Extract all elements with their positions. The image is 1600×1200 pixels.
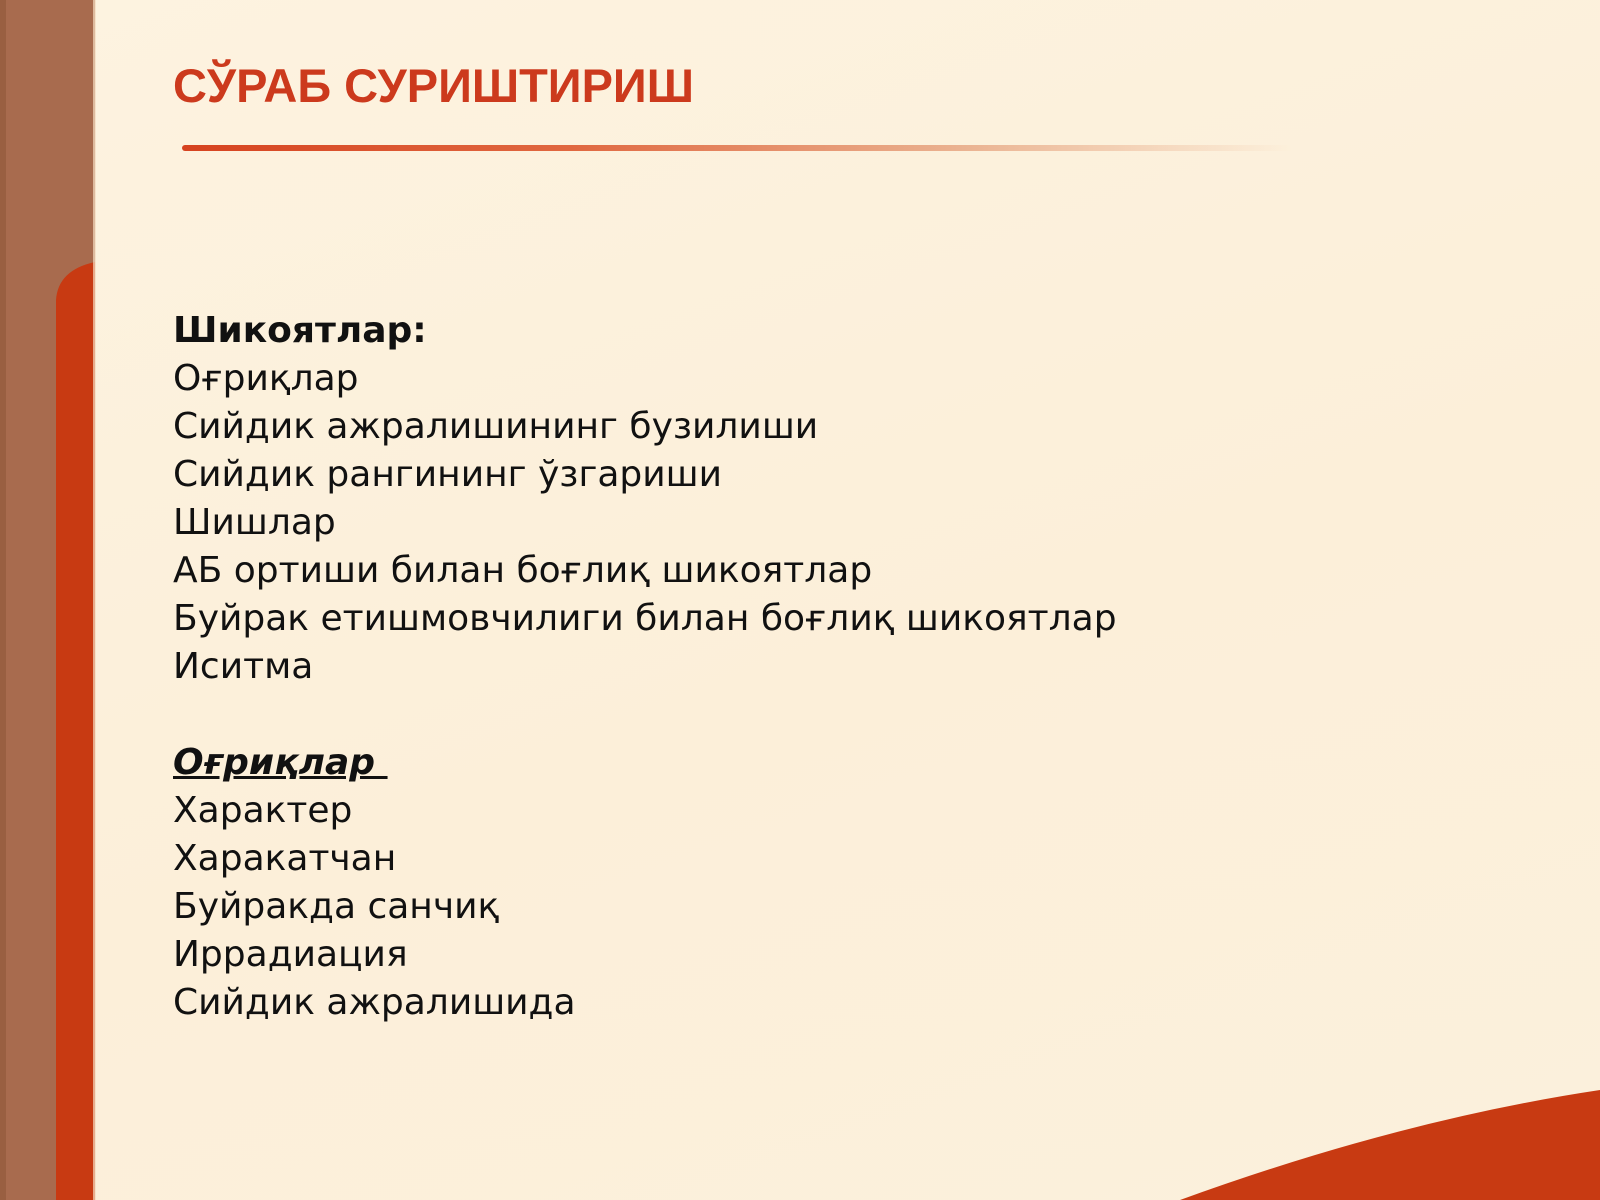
pain-item: Буйракда санчиқ (173, 886, 500, 927)
pain-item: Харакатчан (173, 838, 397, 879)
complaint-item: Иситма (173, 646, 314, 687)
complaint-item: Сийдик рангининг ўзгариши (173, 454, 722, 495)
slide-title: СЎРАБ СУРИШТИРИШ (173, 59, 694, 112)
complaint-item: Буйрак етишмовчилиги билан боғлиқ шикоятлар (173, 598, 1117, 639)
complaint-item: Шишлар (173, 502, 336, 543)
pains-heading: Оғриқлар (173, 742, 388, 783)
slide-body (173, 307, 1473, 1027)
complaint-item: Оғриқлар (173, 358, 359, 399)
complaint-item: АБ ортиши билан боғлиқ шикоятлар (173, 550, 873, 591)
sidebar-red-tab (56, 262, 95, 1200)
complaint-item: Сийдик ажралишининг бузилиши (173, 406, 819, 447)
sidebar-edge (93, 0, 96, 1200)
sidebar-shade (0, 0, 6, 1200)
corner-wave (1180, 1090, 1600, 1200)
pain-item: Иррадиация (173, 934, 408, 975)
section-spacer (173, 691, 1473, 739)
pain-item: Сийдик ажралишида (173, 982, 576, 1023)
title-underline-rule (182, 145, 1292, 151)
pain-item: Характер (173, 790, 353, 831)
complaints-heading: Шикоятлар: (173, 310, 427, 351)
